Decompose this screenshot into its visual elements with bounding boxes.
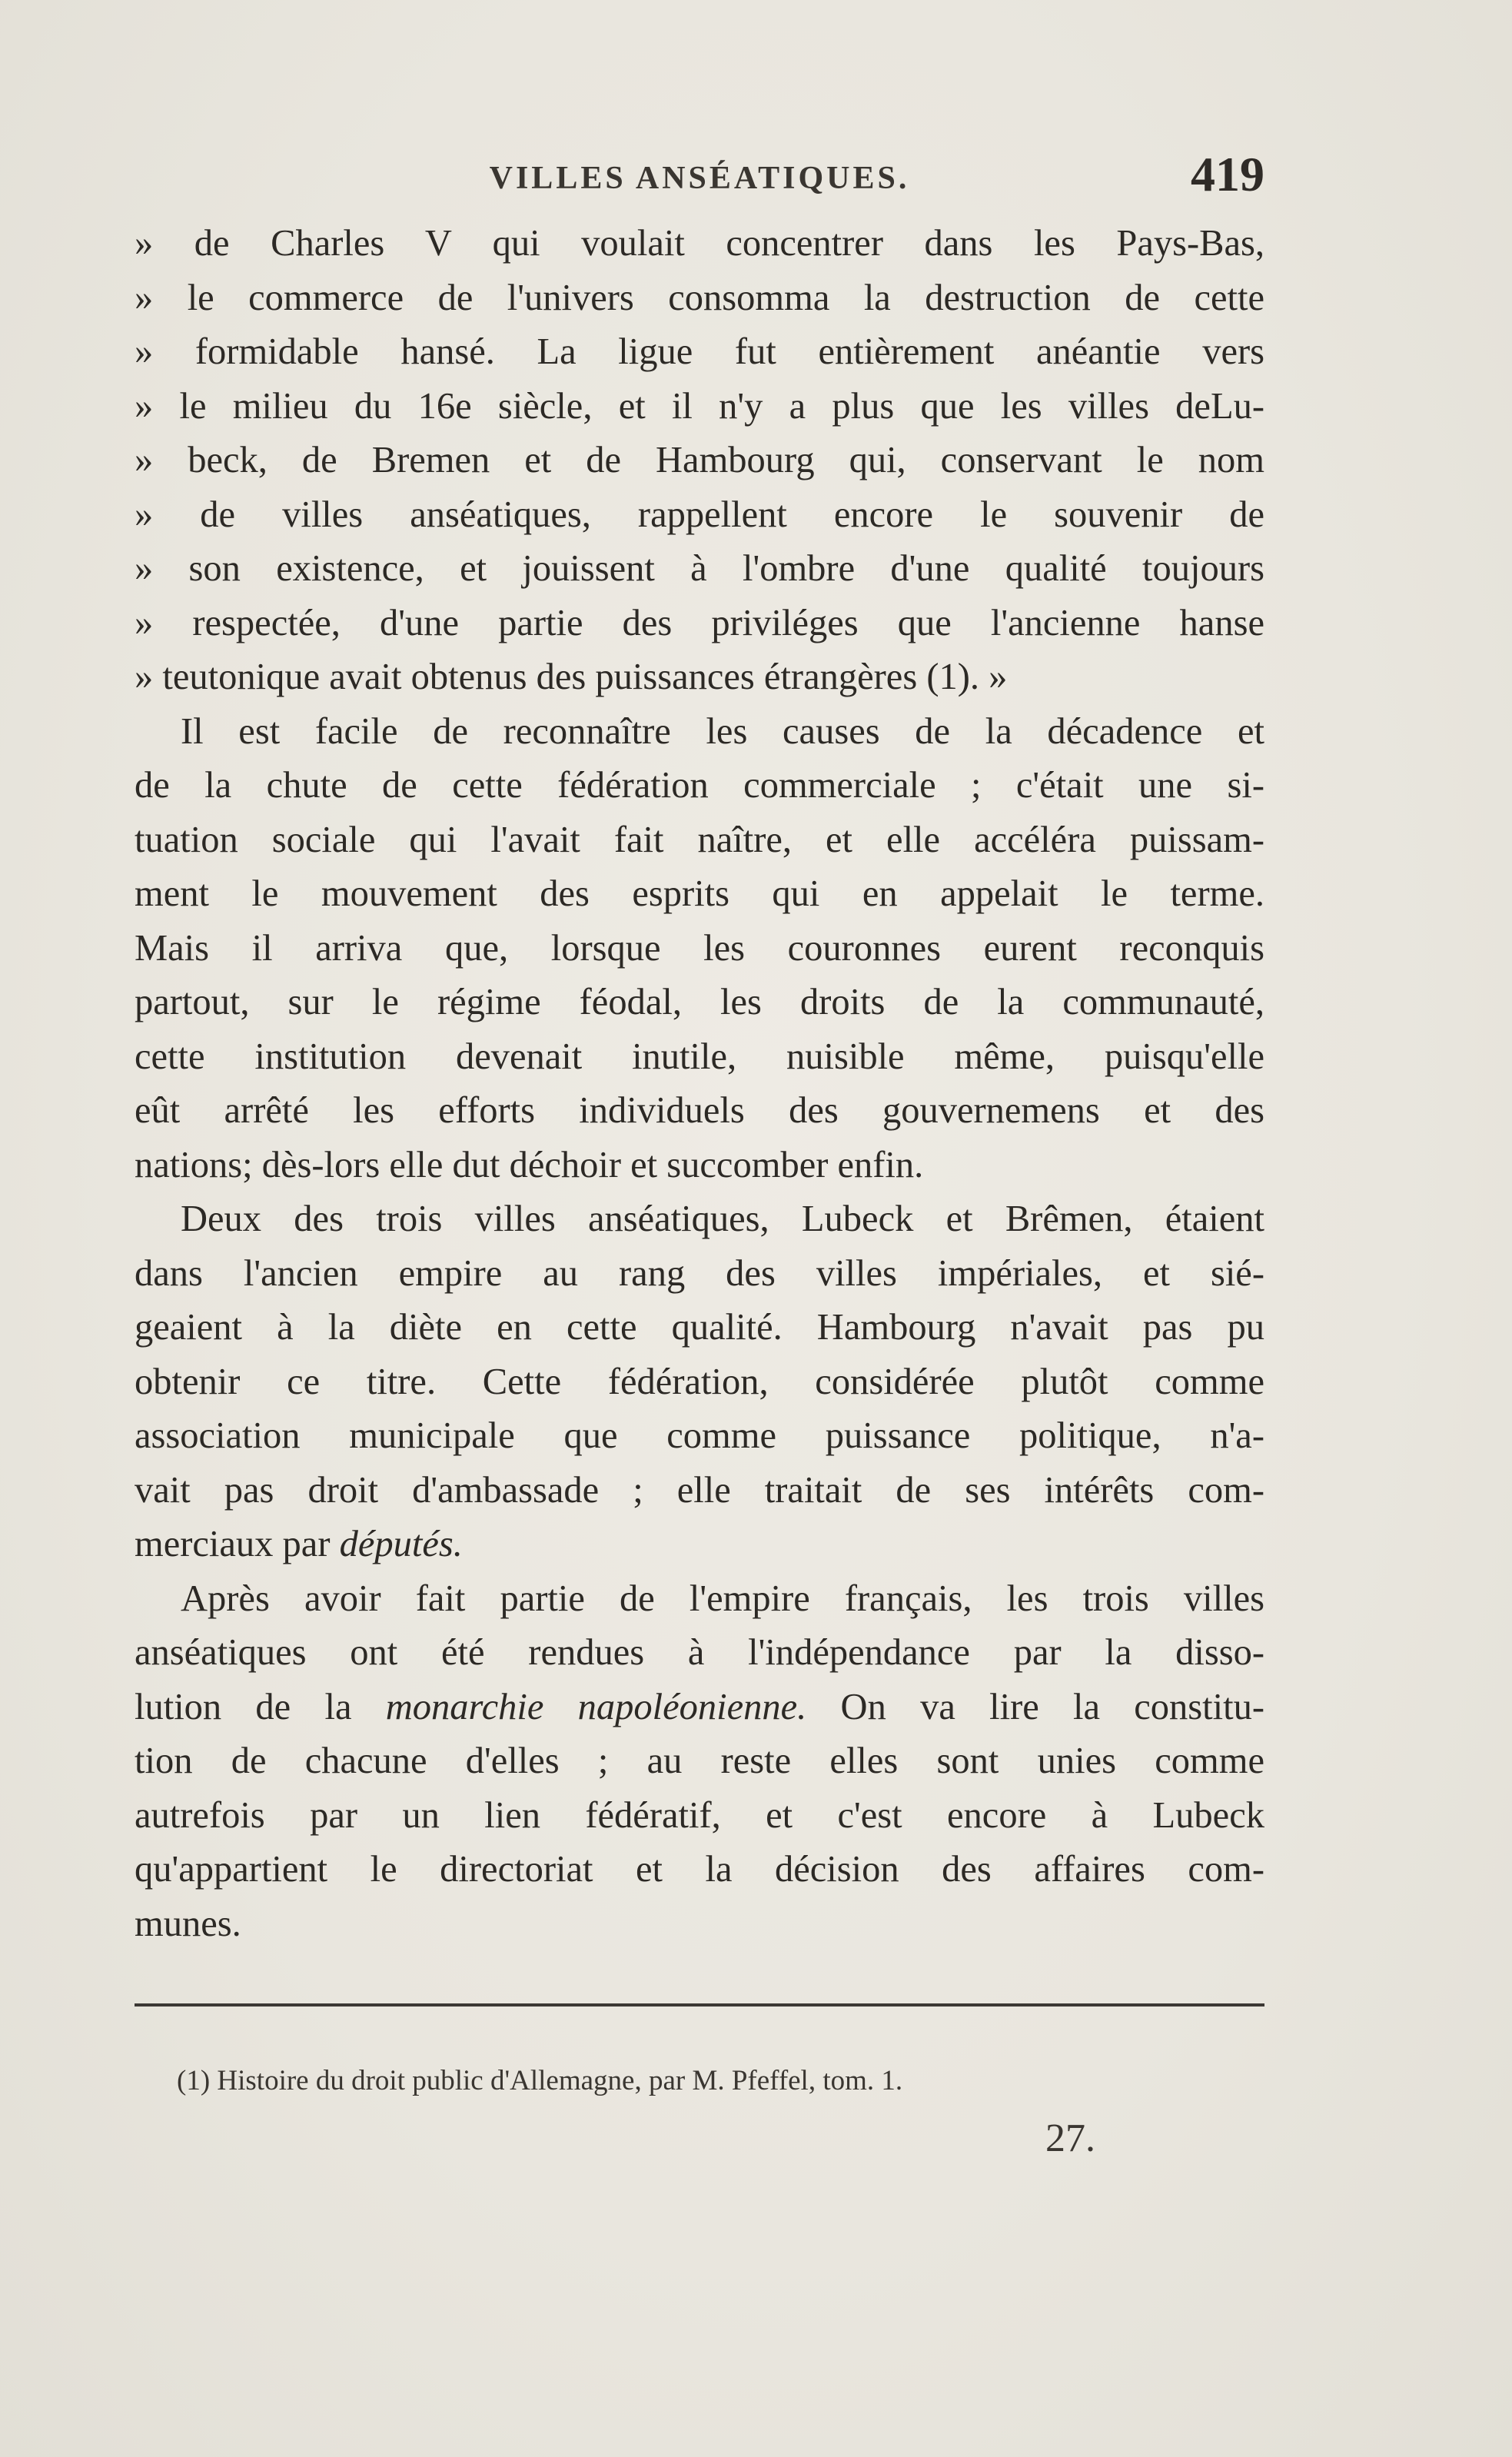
body-text bbox=[135, 217, 1264, 1951]
paragraph-start-line: Deux des trois villes anséatiques, Lubeck et Brêmen, étaient bbox=[181, 1199, 1264, 1239]
text-fragment: merciaux par bbox=[135, 1524, 331, 1564]
text-line: tion de chacune d'elles ; au reste elles sont unies comme bbox=[135, 1741, 1264, 1781]
running-title: VILLES ANSÉATIQUES. bbox=[489, 161, 910, 196]
text-line bbox=[135, 1681, 1264, 1735]
text-line bbox=[135, 1518, 1264, 1572]
text-line: obtenir ce titre. Cette fédération, considérée plutôt comme bbox=[135, 1361, 1264, 1402]
text-line: » beck, de Bremen et de Hambourg qui, conservant le nom bbox=[135, 440, 1264, 480]
paragraph-start-line: Il est facile de reconnaître les causes de la décadence et bbox=[181, 710, 1264, 752]
text-line: » son existence, et jouissent à l'ombre d'une qualité toujours bbox=[135, 548, 1264, 589]
footnote-divider bbox=[135, 2003, 1264, 2006]
paragraph-start-line: Après avoir fait partie de l'empire français, les trois villes bbox=[181, 1578, 1264, 1619]
text-line: » le milieu du 16e siècle, et il n'y a plus que les villes deLu- bbox=[135, 385, 1264, 427]
text-line: » de Charles V qui voulait concentrer dans les Pays-Bas, bbox=[135, 223, 1264, 264]
footnote: (1) Histoire du droit public d'Allemagne, par M. Pfeffel, tom. 1. bbox=[177, 2065, 903, 2096]
text-line: » respectée, d'une partie des priviléges que l'ancienne hanse bbox=[135, 602, 1264, 643]
italic-term: députés. bbox=[339, 1524, 463, 1564]
text-fragment: On va lire la constitu- bbox=[806, 1686, 1264, 1727]
text-line: » formidable hansé. La ligue fut entièrement anéantie vers bbox=[135, 331, 1264, 372]
text-line: vait pas droit d'ambassade ; elle traitait de ses intérêts com- bbox=[135, 1469, 1264, 1511]
text-line: » de villes anséatiques, rappellent encore le souvenir de bbox=[135, 494, 1264, 535]
text-line: anséatiques ont été rendues à l'indépendance par la disso- bbox=[135, 1632, 1264, 1673]
text-line: association municipale que comme puissance politique, n'a- bbox=[135, 1415, 1264, 1456]
text-line: geaient à la diète en cette qualité. Hambourg n'avait pas pu bbox=[135, 1307, 1264, 1348]
signature-mark: 27. bbox=[1045, 2116, 1095, 2160]
text-line: » le commerce de l'univers consomma la destruction de cette bbox=[135, 277, 1264, 318]
text-line: tuation sociale qui l'avait fait naître, et elle accéléra puissam- bbox=[135, 819, 1264, 860]
text-line: munes. bbox=[135, 1903, 241, 1944]
text-line: dans l'ancien empire au rang des villes impériales, et sié- bbox=[135, 1252, 1264, 1294]
text-line: qu'appartient le directoriat et la décision des affaires com- bbox=[135, 1849, 1264, 1890]
text-fragment: lution de la bbox=[135, 1686, 352, 1727]
text-line: eût arrêté les efforts individuels des gouvernemens et des bbox=[135, 1090, 1264, 1131]
text-line: autrefois par un lien fédératif, et c'est encore à Lubeck bbox=[135, 1794, 1264, 1836]
text-line: partout, sur le régime féodal, les droits de la communauté, bbox=[135, 982, 1264, 1022]
page-header bbox=[135, 146, 1264, 215]
text-line: » teutonique avait obtenus des puissances étrangères (1). » bbox=[135, 657, 1008, 697]
text-line: Mais il arriva que, lorsque les couronnes eurent reconquis bbox=[135, 927, 1264, 969]
text-line: nations; dès-lors elle dut déchoir et succomber enfin. bbox=[135, 1144, 924, 1185]
page-number: 419 bbox=[1191, 147, 1264, 201]
text-line: ment le mouvement des esprits qui en appelait le terme. bbox=[135, 873, 1264, 914]
text-line: cette institution devenait inutile, nuisible même, puisqu'elle bbox=[135, 1036, 1264, 1077]
text-line: de la chute de cette fédération commerciale ; c'était une si- bbox=[135, 765, 1264, 806]
italic-term: monarchie napoléonienne. bbox=[385, 1686, 807, 1727]
